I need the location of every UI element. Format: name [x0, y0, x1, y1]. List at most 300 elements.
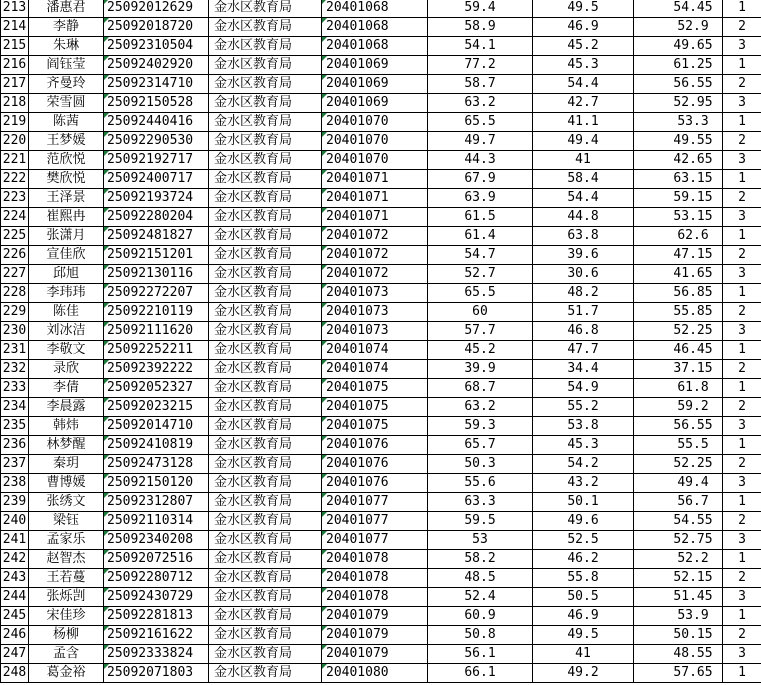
exam-id-cell[interactable]: 25092110314 [104, 512, 209, 531]
written-score-cell[interactable]: 54.7 [428, 246, 533, 265]
total-score-cell[interactable]: 46.45 [634, 341, 723, 360]
interview-score-cell[interactable]: 41 [533, 151, 634, 170]
name-cell[interactable]: 朱琳 [29, 37, 104, 56]
name-cell[interactable]: 林梦醒 [29, 436, 104, 455]
written-score-cell[interactable]: 53 [428, 531, 533, 550]
total-score-cell[interactable]: 59.2 [634, 398, 723, 417]
total-score-cell[interactable]: 52.15 [634, 569, 723, 588]
exam-id-cell[interactable]: 25092210119 [104, 303, 209, 322]
position-code-cell[interactable]: 20401076 [322, 436, 428, 455]
position-code-cell[interactable]: 20401072 [322, 227, 428, 246]
name-cell[interactable]: 王梦媛 [29, 132, 104, 151]
rank-cell[interactable]: 1 [723, 493, 761, 512]
written-score-cell[interactable]: 68.7 [428, 379, 533, 398]
interview-score-cell[interactable]: 42.7 [533, 94, 634, 113]
written-score-cell[interactable]: 58.9 [428, 18, 533, 37]
interview-score-cell[interactable]: 51.7 [533, 303, 634, 322]
rank-cell[interactable]: 3 [723, 531, 761, 550]
total-score-cell[interactable]: 61.25 [634, 56, 723, 75]
unit-cell[interactable]: 金水区教育局 [209, 360, 322, 379]
name-cell[interactable]: 韩炜 [29, 417, 104, 436]
name-cell[interactable]: 李敬文 [29, 341, 104, 360]
unit-cell[interactable]: 金水区教育局 [209, 398, 322, 417]
unit-cell[interactable]: 金水区教育局 [209, 588, 322, 607]
interview-score-cell[interactable]: 50.1 [533, 493, 634, 512]
position-code-cell[interactable]: 20401075 [322, 379, 428, 398]
written-score-cell[interactable]: 58.2 [428, 550, 533, 569]
rank-cell[interactable]: 2 [723, 512, 761, 531]
rank-cell[interactable]: 2 [723, 246, 761, 265]
exam-id-cell[interactable]: 25092314710 [104, 75, 209, 94]
written-score-cell[interactable]: 52.7 [428, 265, 533, 284]
total-score-cell[interactable]: 52.9 [634, 18, 723, 37]
position-code-cell[interactable]: 20401078 [322, 569, 428, 588]
written-score-cell[interactable]: 58.7 [428, 75, 533, 94]
name-cell[interactable]: 杨柳 [29, 626, 104, 645]
exam-id-cell[interactable]: 25092052327 [104, 379, 209, 398]
written-score-cell[interactable]: 66.1 [428, 664, 533, 683]
name-cell[interactable]: 葛金裕 [29, 664, 104, 683]
name-cell[interactable]: 陈茜 [29, 113, 104, 132]
position-code-cell[interactable]: 20401070 [322, 113, 428, 132]
rank-cell[interactable]: 3 [723, 645, 761, 664]
exam-id-cell[interactable]: 25092130116 [104, 265, 209, 284]
name-cell[interactable]: 录欣 [29, 360, 104, 379]
interview-score-cell[interactable]: 45.2 [533, 37, 634, 56]
written-score-cell[interactable]: 65.5 [428, 113, 533, 132]
unit-cell[interactable]: 金水区教育局 [209, 208, 322, 227]
name-cell[interactable]: 樊欣悦 [29, 170, 104, 189]
rank-cell[interactable]: 2 [723, 132, 761, 151]
total-score-cell[interactable]: 53.15 [634, 208, 723, 227]
total-score-cell[interactable]: 42.65 [634, 151, 723, 170]
exam-id-cell[interactable]: 25092392222 [104, 360, 209, 379]
unit-cell[interactable]: 金水区教育局 [209, 303, 322, 322]
row-number-cell[interactable]: 213 [1, 0, 29, 18]
total-score-cell[interactable]: 50.15 [634, 626, 723, 645]
row-number-cell[interactable]: 220 [1, 132, 29, 151]
total-score-cell[interactable]: 59.15 [634, 189, 723, 208]
unit-cell[interactable]: 金水区教育局 [209, 531, 322, 550]
name-cell[interactable]: 孟家乐 [29, 531, 104, 550]
position-code-cell[interactable]: 20401075 [322, 417, 428, 436]
rank-cell[interactable]: 3 [723, 322, 761, 341]
exam-id-cell[interactable]: 25092071803 [104, 664, 209, 683]
total-score-cell[interactable]: 49.65 [634, 37, 723, 56]
row-number-cell[interactable]: 215 [1, 37, 29, 56]
total-score-cell[interactable]: 53.9 [634, 607, 723, 626]
interview-score-cell[interactable]: 54.4 [533, 189, 634, 208]
interview-score-cell[interactable]: 54.9 [533, 379, 634, 398]
rank-cell[interactable]: 1 [723, 341, 761, 360]
name-cell[interactable]: 王泽景 [29, 189, 104, 208]
row-number-cell[interactable]: 242 [1, 550, 29, 569]
written-score-cell[interactable]: 63.2 [428, 94, 533, 113]
written-score-cell[interactable]: 63.2 [428, 398, 533, 417]
row-number-cell[interactable]: 234 [1, 398, 29, 417]
name-cell[interactable]: 王若蔓 [29, 569, 104, 588]
exam-id-cell[interactable]: 25092014710 [104, 417, 209, 436]
exam-id-cell[interactable]: 25092400717 [104, 170, 209, 189]
row-number-cell[interactable]: 221 [1, 151, 29, 170]
total-score-cell[interactable]: 61.8 [634, 379, 723, 398]
unit-cell[interactable]: 金水区教育局 [209, 227, 322, 246]
position-code-cell[interactable]: 20401073 [322, 284, 428, 303]
exam-id-cell[interactable]: 25092440416 [104, 113, 209, 132]
name-cell[interactable]: 李玮玮 [29, 284, 104, 303]
total-score-cell[interactable]: 57.65 [634, 664, 723, 683]
unit-cell[interactable]: 金水区教育局 [209, 56, 322, 75]
row-number-cell[interactable]: 229 [1, 303, 29, 322]
written-score-cell[interactable]: 55.6 [428, 474, 533, 493]
exam-id-cell[interactable]: 25092161622 [104, 626, 209, 645]
total-score-cell[interactable]: 51.45 [634, 588, 723, 607]
total-score-cell[interactable]: 56.85 [634, 284, 723, 303]
row-number-cell[interactable]: 216 [1, 56, 29, 75]
interview-score-cell[interactable]: 43.2 [533, 474, 634, 493]
written-score-cell[interactable]: 50.3 [428, 455, 533, 474]
row-number-cell[interactable]: 232 [1, 360, 29, 379]
interview-score-cell[interactable]: 54.2 [533, 455, 634, 474]
position-code-cell[interactable]: 20401070 [322, 132, 428, 151]
rank-cell[interactable]: 2 [723, 569, 761, 588]
unit-cell[interactable]: 金水区教育局 [209, 18, 322, 37]
written-score-cell[interactable]: 45.2 [428, 341, 533, 360]
exam-id-cell[interactable]: 25092402920 [104, 56, 209, 75]
unit-cell[interactable]: 金水区教育局 [209, 265, 322, 284]
total-score-cell[interactable]: 55.5 [634, 436, 723, 455]
name-cell[interactable]: 荣雪圆 [29, 94, 104, 113]
unit-cell[interactable]: 金水区教育局 [209, 436, 322, 455]
exam-id-cell[interactable]: 25092272207 [104, 284, 209, 303]
row-number-cell[interactable]: 243 [1, 569, 29, 588]
name-cell[interactable]: 刘冰洁 [29, 322, 104, 341]
total-score-cell[interactable]: 56.55 [634, 417, 723, 436]
name-cell[interactable]: 宣佳欣 [29, 246, 104, 265]
interview-score-cell[interactable]: 41.1 [533, 113, 634, 132]
position-code-cell[interactable]: 20401073 [322, 303, 428, 322]
written-score-cell[interactable]: 44.3 [428, 151, 533, 170]
exam-id-cell[interactable]: 25092340208 [104, 531, 209, 550]
row-number-cell[interactable]: 217 [1, 75, 29, 94]
unit-cell[interactable]: 金水区教育局 [209, 75, 322, 94]
interview-score-cell[interactable]: 46.9 [533, 18, 634, 37]
position-code-cell[interactable]: 20401070 [322, 151, 428, 170]
total-score-cell[interactable]: 54.45 [634, 0, 723, 18]
written-score-cell[interactable]: 54.1 [428, 37, 533, 56]
unit-cell[interactable]: 金水区教育局 [209, 626, 322, 645]
name-cell[interactable]: 陈佳 [29, 303, 104, 322]
name-cell[interactable]: 范欣悦 [29, 151, 104, 170]
rank-cell[interactable]: 2 [723, 18, 761, 37]
written-score-cell[interactable]: 61.4 [428, 227, 533, 246]
rank-cell[interactable]: 2 [723, 626, 761, 645]
exam-id-cell[interactable]: 25092281813 [104, 607, 209, 626]
written-score-cell[interactable]: 57.7 [428, 322, 533, 341]
interview-score-cell[interactable]: 30.6 [533, 265, 634, 284]
written-score-cell[interactable]: 67.9 [428, 170, 533, 189]
total-score-cell[interactable]: 62.6 [634, 227, 723, 246]
rank-cell[interactable]: 1 [723, 607, 761, 626]
position-code-cell[interactable]: 20401077 [322, 493, 428, 512]
written-score-cell[interactable]: 50.8 [428, 626, 533, 645]
written-score-cell[interactable]: 59.4 [428, 0, 533, 18]
exam-id-cell[interactable]: 25092193724 [104, 189, 209, 208]
written-score-cell[interactable]: 63.9 [428, 189, 533, 208]
unit-cell[interactable]: 金水区教育局 [209, 417, 322, 436]
unit-cell[interactable]: 金水区教育局 [209, 246, 322, 265]
written-score-cell[interactable]: 49.7 [428, 132, 533, 151]
written-score-cell[interactable]: 39.9 [428, 360, 533, 379]
exam-id-cell[interactable]: 25092150528 [104, 94, 209, 113]
exam-id-cell[interactable]: 25092310504 [104, 37, 209, 56]
interview-score-cell[interactable]: 50.5 [533, 588, 634, 607]
unit-cell[interactable]: 金水区教育局 [209, 37, 322, 56]
written-score-cell[interactable]: 59.5 [428, 512, 533, 531]
name-cell[interactable]: 张烁剀 [29, 588, 104, 607]
row-number-cell[interactable]: 235 [1, 417, 29, 436]
position-code-cell[interactable]: 20401071 [322, 208, 428, 227]
position-code-cell[interactable]: 20401077 [322, 512, 428, 531]
name-cell[interactable]: 李静 [29, 18, 104, 37]
written-score-cell[interactable]: 77.2 [428, 56, 533, 75]
unit-cell[interactable]: 金水区教育局 [209, 379, 322, 398]
rank-cell[interactable]: 3 [723, 94, 761, 113]
position-code-cell[interactable]: 20401072 [322, 246, 428, 265]
row-number-cell[interactable]: 223 [1, 189, 29, 208]
interview-score-cell[interactable]: 54.4 [533, 75, 634, 94]
exam-id-cell[interactable]: 25092290530 [104, 132, 209, 151]
row-number-cell[interactable]: 247 [1, 645, 29, 664]
interview-score-cell[interactable]: 41 [533, 645, 634, 664]
name-cell[interactable]: 潘惠君 [29, 0, 104, 18]
row-number-cell[interactable]: 240 [1, 512, 29, 531]
row-number-cell[interactable]: 244 [1, 588, 29, 607]
interview-score-cell[interactable]: 45.3 [533, 56, 634, 75]
position-code-cell[interactable]: 20401079 [322, 607, 428, 626]
written-score-cell[interactable]: 61.5 [428, 208, 533, 227]
row-number-cell[interactable]: 231 [1, 341, 29, 360]
unit-cell[interactable]: 金水区教育局 [209, 341, 322, 360]
interview-score-cell[interactable]: 46.8 [533, 322, 634, 341]
total-score-cell[interactable]: 37.15 [634, 360, 723, 379]
total-score-cell[interactable]: 63.15 [634, 170, 723, 189]
unit-cell[interactable]: 金水区教育局 [209, 607, 322, 626]
total-score-cell[interactable]: 52.95 [634, 94, 723, 113]
rank-cell[interactable]: 1 [723, 664, 761, 683]
name-cell[interactable]: 赵智杰 [29, 550, 104, 569]
row-number-cell[interactable]: 214 [1, 18, 29, 37]
row-number-cell[interactable]: 237 [1, 455, 29, 474]
exam-id-cell[interactable]: 25092280712 [104, 569, 209, 588]
position-code-cell[interactable]: 20401079 [322, 645, 428, 664]
total-score-cell[interactable]: 54.55 [634, 512, 723, 531]
position-code-cell[interactable]: 20401068 [322, 18, 428, 37]
position-code-cell[interactable]: 20401068 [322, 37, 428, 56]
rank-cell[interactable]: 3 [723, 474, 761, 493]
rank-cell[interactable]: 3 [723, 151, 761, 170]
unit-cell[interactable]: 金水区教育局 [209, 493, 322, 512]
rank-cell[interactable]: 2 [723, 398, 761, 417]
position-code-cell[interactable]: 20401080 [322, 664, 428, 683]
total-score-cell[interactable]: 52.75 [634, 531, 723, 550]
interview-score-cell[interactable]: 48.2 [533, 284, 634, 303]
unit-cell[interactable]: 金水区教育局 [209, 284, 322, 303]
exam-id-cell[interactable]: 25092192717 [104, 151, 209, 170]
name-cell[interactable]: 秦玥 [29, 455, 104, 474]
position-code-cell[interactable]: 20401076 [322, 474, 428, 493]
position-code-cell[interactable]: 20401069 [322, 94, 428, 113]
interview-score-cell[interactable]: 46.9 [533, 607, 634, 626]
position-code-cell[interactable]: 20401074 [322, 360, 428, 379]
rank-cell[interactable]: 1 [723, 0, 761, 18]
rank-cell[interactable]: 2 [723, 75, 761, 94]
interview-score-cell[interactable]: 49.5 [533, 626, 634, 645]
rank-cell[interactable]: 1 [723, 550, 761, 569]
row-number-cell[interactable]: 230 [1, 322, 29, 341]
position-code-cell[interactable]: 20401071 [322, 170, 428, 189]
interview-score-cell[interactable]: 49.2 [533, 664, 634, 683]
unit-cell[interactable]: 金水区教育局 [209, 94, 322, 113]
written-score-cell[interactable]: 65.5 [428, 284, 533, 303]
total-score-cell[interactable]: 47.15 [634, 246, 723, 265]
row-number-cell[interactable]: 227 [1, 265, 29, 284]
unit-cell[interactable]: 金水区教育局 [209, 455, 322, 474]
unit-cell[interactable]: 金水区教育局 [209, 512, 322, 531]
interview-score-cell[interactable]: 49.5 [533, 0, 634, 18]
total-score-cell[interactable]: 53.3 [634, 113, 723, 132]
total-score-cell[interactable]: 56.55 [634, 75, 723, 94]
name-cell[interactable]: 李倩 [29, 379, 104, 398]
position-code-cell[interactable]: 20401077 [322, 531, 428, 550]
unit-cell[interactable]: 金水区教育局 [209, 664, 322, 683]
name-cell[interactable]: 曹博媛 [29, 474, 104, 493]
rank-cell[interactable]: 1 [723, 379, 761, 398]
row-number-cell[interactable]: 239 [1, 493, 29, 512]
rank-cell[interactable]: 3 [723, 37, 761, 56]
written-score-cell[interactable]: 60.9 [428, 607, 533, 626]
position-code-cell[interactable]: 20401075 [322, 398, 428, 417]
rank-cell[interactable]: 1 [723, 284, 761, 303]
position-code-cell[interactable]: 20401068 [322, 0, 428, 18]
interview-score-cell[interactable]: 55.2 [533, 398, 634, 417]
interview-score-cell[interactable]: 34.4 [533, 360, 634, 379]
exam-id-cell[interactable]: 25092430729 [104, 588, 209, 607]
row-number-cell[interactable]: 241 [1, 531, 29, 550]
row-number-cell[interactable]: 236 [1, 436, 29, 455]
exam-id-cell[interactable]: 25092280204 [104, 208, 209, 227]
row-number-cell[interactable]: 225 [1, 227, 29, 246]
total-score-cell[interactable]: 41.65 [634, 265, 723, 284]
interview-score-cell[interactable]: 55.8 [533, 569, 634, 588]
interview-score-cell[interactable]: 53.8 [533, 417, 634, 436]
written-score-cell[interactable]: 65.7 [428, 436, 533, 455]
exam-id-cell[interactable]: 25092111620 [104, 322, 209, 341]
position-code-cell[interactable]: 20401072 [322, 265, 428, 284]
rank-cell[interactable]: 2 [723, 189, 761, 208]
total-score-cell[interactable]: 49.4 [634, 474, 723, 493]
exam-id-cell[interactable]: 25092410819 [104, 436, 209, 455]
interview-score-cell[interactable]: 39.6 [533, 246, 634, 265]
unit-cell[interactable]: 金水区教育局 [209, 474, 322, 493]
exam-id-cell[interactable]: 25092023215 [104, 398, 209, 417]
row-number-cell[interactable]: 238 [1, 474, 29, 493]
unit-cell[interactable]: 金水区教育局 [209, 550, 322, 569]
interview-score-cell[interactable]: 52.5 [533, 531, 634, 550]
total-score-cell[interactable]: 48.55 [634, 645, 723, 664]
interview-score-cell[interactable]: 58.4 [533, 170, 634, 189]
name-cell[interactable]: 宋佳珍 [29, 607, 104, 626]
position-code-cell[interactable]: 20401079 [322, 626, 428, 645]
name-cell[interactable]: 李晨露 [29, 398, 104, 417]
position-code-cell[interactable]: 20401071 [322, 189, 428, 208]
interview-score-cell[interactable]: 47.7 [533, 341, 634, 360]
position-code-cell[interactable]: 20401078 [322, 588, 428, 607]
written-score-cell[interactable]: 60 [428, 303, 533, 322]
total-score-cell[interactable]: 52.25 [634, 322, 723, 341]
written-score-cell[interactable]: 56.1 [428, 645, 533, 664]
name-cell[interactable]: 阎钰莹 [29, 56, 104, 75]
exam-id-cell[interactable]: 25092473128 [104, 455, 209, 474]
unit-cell[interactable]: 金水区教育局 [209, 151, 322, 170]
rank-cell[interactable]: 1 [723, 436, 761, 455]
written-score-cell[interactable]: 59.3 [428, 417, 533, 436]
interview-score-cell[interactable]: 63.8 [533, 227, 634, 246]
total-score-cell[interactable]: 56.7 [634, 493, 723, 512]
rank-cell[interactable]: 1 [723, 170, 761, 189]
name-cell[interactable]: 邱旭 [29, 265, 104, 284]
exam-id-cell[interactable]: 25092481827 [104, 227, 209, 246]
rank-cell[interactable]: 2 [723, 455, 761, 474]
written-score-cell[interactable]: 52.4 [428, 588, 533, 607]
unit-cell[interactable]: 金水区教育局 [209, 132, 322, 151]
written-score-cell[interactable]: 63.3 [428, 493, 533, 512]
total-score-cell[interactable]: 52.25 [634, 455, 723, 474]
unit-cell[interactable]: 金水区教育局 [209, 0, 322, 18]
exam-id-cell[interactable]: 25092012629 [104, 0, 209, 18]
total-score-cell[interactable]: 49.55 [634, 132, 723, 151]
interview-score-cell[interactable]: 44.8 [533, 208, 634, 227]
row-number-cell[interactable]: 245 [1, 607, 29, 626]
row-number-cell[interactable]: 248 [1, 664, 29, 683]
unit-cell[interactable]: 金水区教育局 [209, 189, 322, 208]
unit-cell[interactable]: 金水区教育局 [209, 569, 322, 588]
row-number-cell[interactable]: 228 [1, 284, 29, 303]
exam-id-cell[interactable]: 25092252211 [104, 341, 209, 360]
interview-score-cell[interactable]: 49.6 [533, 512, 634, 531]
name-cell[interactable]: 孟含 [29, 645, 104, 664]
total-score-cell[interactable]: 52.2 [634, 550, 723, 569]
position-code-cell[interactable]: 20401073 [322, 322, 428, 341]
rank-cell[interactable]: 2 [723, 303, 761, 322]
position-code-cell[interactable]: 20401074 [322, 341, 428, 360]
exam-id-cell[interactable]: 25092018720 [104, 18, 209, 37]
rank-cell[interactable]: 1 [723, 227, 761, 246]
interview-score-cell[interactable]: 49.4 [533, 132, 634, 151]
position-code-cell[interactable]: 20401069 [322, 75, 428, 94]
rank-cell[interactable]: 3 [723, 417, 761, 436]
name-cell[interactable]: 崔熙冉 [29, 208, 104, 227]
total-score-cell[interactable]: 55.85 [634, 303, 723, 322]
name-cell[interactable]: 张绣文 [29, 493, 104, 512]
rank-cell[interactable]: 1 [723, 56, 761, 75]
row-number-cell[interactable]: 226 [1, 246, 29, 265]
row-number-cell[interactable]: 219 [1, 113, 29, 132]
row-number-cell[interactable]: 218 [1, 94, 29, 113]
exam-id-cell[interactable]: 25092150120 [104, 474, 209, 493]
exam-id-cell[interactable]: 25092312807 [104, 493, 209, 512]
name-cell[interactable]: 梁钰 [29, 512, 104, 531]
